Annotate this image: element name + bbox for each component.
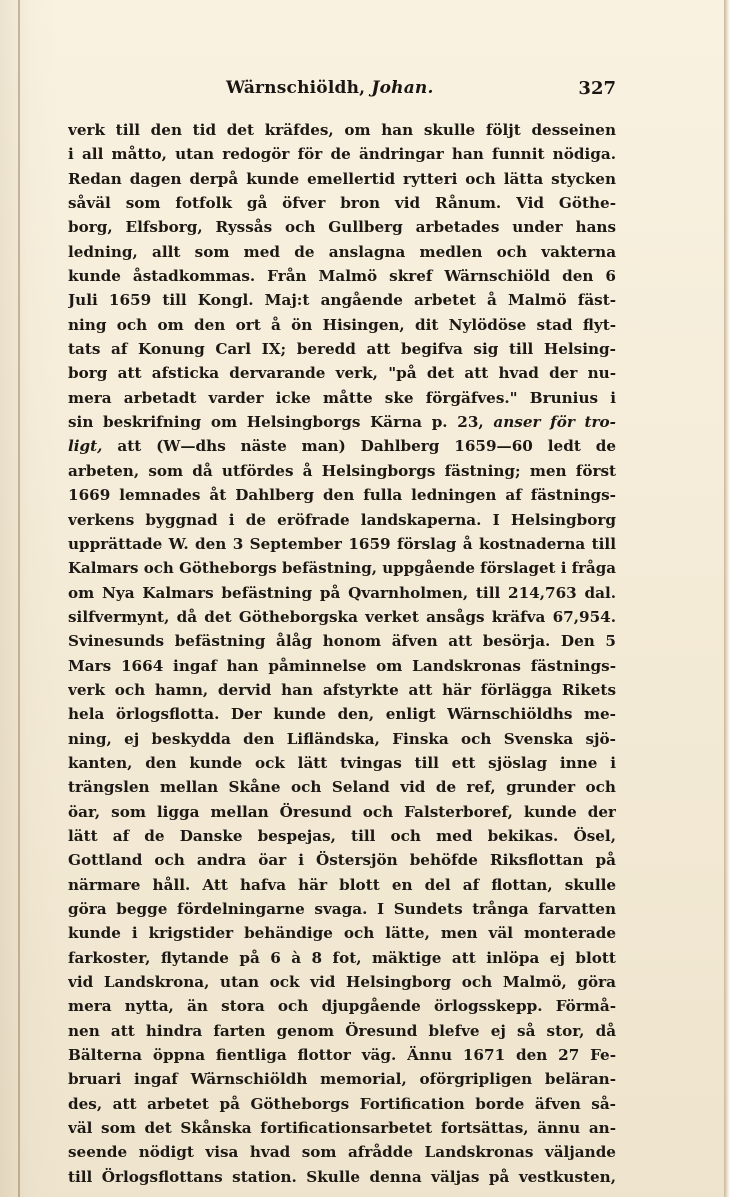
text-segment: borg att afsticka dervarande verk, "på det att hvad der nu- — [68, 364, 616, 383]
text-line — [68, 824, 616, 848]
text-segment: Svinesunds befästning ålåg honom äfven att besörja. Den 5 — [68, 632, 616, 651]
text-segment: såväl som fotfolk gå öfver bron vid Rånum. Vid Göthe- — [68, 194, 616, 213]
text-segment: seende nödigt visa hvad som afrådde Landskronas väljande — [68, 1143, 616, 1162]
text-line — [68, 727, 616, 751]
text-line — [68, 1140, 616, 1164]
text-line — [68, 386, 616, 410]
running-head-given-name: Johan. — [371, 78, 434, 98]
text-segment: trängslen mellan Skåne och Seland vid de ref, grunder och — [68, 778, 616, 797]
text-segment: om Nya Kalmars befästning på Qvarnholmen, till 214,763 dal. — [68, 583, 616, 602]
text-segment: verk till den tid det kräfdes, om han skulle följt desseinen — [68, 121, 616, 139]
text-segment: i all måtto, utan redogör för de ändringar han funnit nödiga. — [68, 145, 616, 164]
text-segment: göra begge fördelningarne svaga. I Sundets trånga farvatten — [68, 900, 616, 918]
text-line — [68, 264, 616, 288]
text-segment: sin beskrifning om Helsingborgs Kärna p. 23, — [68, 413, 494, 432]
text-line — [68, 702, 616, 726]
text-line — [68, 313, 616, 337]
text-line — [68, 240, 616, 264]
binding-shadow — [18, 0, 20, 1197]
text-line — [68, 1092, 616, 1116]
text-line — [68, 897, 616, 921]
italic-text: anser för tro- — [493, 413, 616, 432]
text-line — [68, 483, 616, 507]
page-header — [68, 78, 616, 102]
text-segment: upprättade W. den 3 September 1659 förslag å kostnaderna till — [68, 534, 616, 553]
text-line — [68, 775, 616, 799]
text-line — [68, 167, 616, 191]
text-line — [68, 751, 616, 775]
text-segment: verkens byggnad i de eröfrade landskaperna. I Helsingborg — [68, 510, 616, 529]
text-line — [68, 142, 616, 166]
text-line — [68, 678, 616, 702]
text-segment: Kalmars och Götheborgs befästning, uppgående förslaget i fråga — [68, 559, 616, 578]
text-segment: väl som det Skånska fortificationsarbetet fortsättas, ännu an- — [68, 1119, 616, 1138]
page-number: 327 — [578, 78, 616, 99]
text-line — [68, 410, 616, 434]
text-segment: att (W—dhs näste man) Dahlberg 1659—60 ledt de — [102, 437, 616, 456]
text-line — [68, 800, 616, 824]
text-segment: till Örlogsflottans station. Skulle denna väljas på vestkusten, — [68, 1167, 616, 1186]
text-segment: kunde i krigstider behändige och lätte, men väl monterade — [68, 924, 616, 943]
text-segment: hela örlogsflotta. Der kunde den, enligt Wärnschiöldhs me- — [68, 705, 616, 724]
text-segment: 1669 lemnades åt Dahlberg den fulla ledningen af fästnings- — [68, 486, 616, 505]
text-line — [68, 873, 616, 897]
text-segment: ledning, allt som med de anslagna medlen och vakterna — [68, 242, 616, 261]
body-text — [68, 118, 616, 1189]
text-segment: lätt af de Danske bespejas, till och med bekikas. Ösel, — [68, 826, 616, 845]
text-segment: verk och hamn, dervid han afstyrkte att här förlägga Rikets — [68, 680, 616, 699]
text-segment: kunde åstadkommas. Från Malmö skref Wärnschiöld den 6 — [68, 267, 616, 286]
text-segment: Bälterna öppna fientliga flottor väg. Ännu 1671 den 27 Fe- — [68, 1046, 616, 1065]
text-segment: nen att hindra farten genom Öresund blefve ej så stor, då — [68, 1021, 616, 1040]
text-segment: Gottland och andra öar i Östersjön behöfde Riksflottan på — [68, 851, 616, 870]
text-line — [68, 581, 616, 605]
text-segment: öar, som ligga mellan Öresund och Falsterboref, kunde der — [68, 802, 616, 821]
text-line — [68, 434, 616, 458]
text-line — [68, 215, 616, 239]
text-line — [68, 118, 616, 142]
text-segment: arbeten, som då utfördes å Helsingborgs fästning; men först — [68, 461, 616, 480]
text-line — [68, 191, 616, 215]
text-line — [68, 921, 616, 945]
text-segment: farkoster, flytande på 6 à 8 fot, mäktige att inlöpa ej blott — [68, 948, 616, 967]
text-line — [68, 970, 616, 994]
text-segment: Redan dagen derpå kunde emellertid rytteri och lätta stycken — [68, 169, 616, 188]
text-segment: vid Landskrona, utan ock vid Helsingborg och Malmö, göra — [68, 973, 616, 992]
text-line — [68, 459, 616, 483]
text-segment: silfvermynt, då det Götheborgska verket ansågs kräfva 67,954. — [68, 607, 616, 626]
running-head-author: Wärnschiöldh, — [226, 78, 366, 98]
text-line — [68, 361, 616, 385]
text-line — [68, 556, 616, 580]
text-line — [68, 1067, 616, 1091]
text-segment: kanten, den kunde ock lätt tvingas till ett sjöslag inne i — [68, 753, 616, 772]
text-segment: Mars 1664 ingaf han påminnelse om Landskronas fästnings- — [68, 656, 616, 675]
text-segment: ning, ej beskydda den Lifländska, Finska och Svenska sjö- — [68, 729, 616, 748]
text-line — [68, 288, 616, 312]
text-line — [68, 654, 616, 678]
italic-text: ligt, — [68, 437, 103, 456]
text-segment: tats af Konung Carl IX; beredd att begifva sig till Helsing- — [68, 340, 616, 359]
text-segment: mera arbetadt varder icke måtte ske förgäfves." Brunius i — [68, 388, 616, 407]
text-line — [68, 605, 616, 629]
text-line — [68, 532, 616, 556]
running-head — [226, 78, 434, 98]
text-line — [68, 1043, 616, 1067]
text-line — [68, 1019, 616, 1043]
text-segment: ning och om den ort å ön Hisingen, dit Nylödöse stad flyt- — [68, 315, 616, 334]
text-segment: des, att arbetet på Götheborgs Fortification borde äfven så- — [68, 1094, 616, 1113]
text-segment: mera nytta, än stora och djupgående örlogsskepp. Förmå- — [68, 997, 616, 1016]
text-line — [68, 508, 616, 532]
text-line — [68, 1116, 616, 1140]
text-line — [68, 1165, 616, 1189]
text-line — [68, 946, 616, 970]
text-segment: borg, Elfsborg, Ryssås och Gullberg arbetades under hans — [68, 218, 616, 237]
text-line — [68, 337, 616, 361]
text-line — [68, 629, 616, 653]
text-segment: Juli 1659 till Kongl. Maj:t angående arbetet å Malmö fäst- — [68, 291, 616, 310]
page-edge — [724, 0, 736, 1197]
text-segment: närmare håll. Att hafva här blott en del af flottan, skulle — [68, 875, 616, 894]
text-line — [68, 848, 616, 872]
text-line — [68, 994, 616, 1018]
text-segment: bruari ingaf Wärnschiöldh memorial, oförgripligen beläran- — [68, 1070, 616, 1089]
